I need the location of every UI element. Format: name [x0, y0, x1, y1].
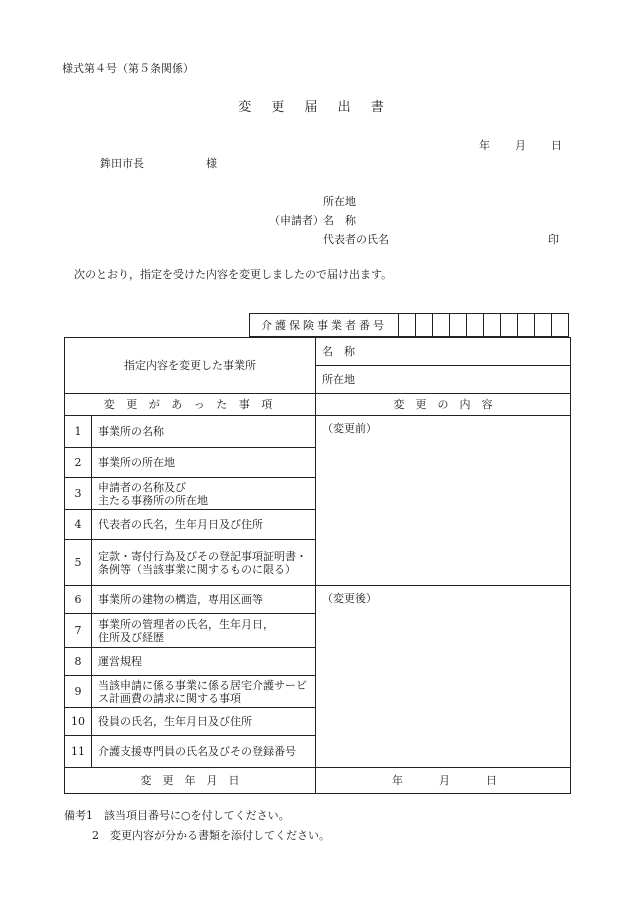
document-title: 変 更 届 出 書 [238, 100, 392, 115]
insurer-number-digit[interactable] [450, 314, 467, 336]
insurer-number-box [249, 313, 569, 337]
item-number[interactable]: 10 [65, 708, 92, 736]
before-label: （変更前） [322, 422, 377, 435]
after-label: （変更後） [322, 592, 377, 605]
item-number[interactable]: 1 [65, 416, 92, 448]
item-text: 代表者の氏名，生年月日及び住所 [92, 510, 316, 540]
content-before-field[interactable] [316, 416, 571, 586]
item-number[interactable]: 6 [65, 586, 92, 614]
item-number[interactable]: 7 [65, 614, 92, 648]
insurer-number-digit[interactable] [433, 314, 450, 336]
office-name-label: 名 称 [322, 345, 355, 358]
item-text: 当該申請に係る事業に係る居宅介護サービス計画費の請求に関する事項 [92, 676, 316, 708]
addressee-name: 鉾田市長 [100, 157, 144, 170]
insurer-number-digit[interactable] [518, 314, 535, 336]
item-number[interactable]: 4 [65, 510, 92, 540]
change-date-field[interactable] [316, 768, 571, 794]
date-month-label: 月 [515, 139, 526, 152]
item-number[interactable]: 11 [65, 736, 92, 768]
change-date-day: 日 [486, 774, 497, 787]
change-date-label: 変 更 年 月 日 [65, 768, 316, 794]
item-text: 介護支援専門員の氏名及びその登録番号 [92, 736, 316, 768]
item-number[interactable]: 9 [65, 676, 92, 708]
remark-2: 2 変更内容が分かる書類を添付してください。 [92, 829, 330, 842]
item-number[interactable]: 8 [65, 648, 92, 676]
insurer-number-digit[interactable] [501, 314, 518, 336]
item-number[interactable]: 5 [65, 540, 92, 586]
item-text: 事業所の所在地 [92, 448, 316, 478]
addressee-suffix: 様 [206, 157, 217, 170]
applicant-name-label: 名 称 [323, 214, 356, 227]
insurer-number-digit[interactable] [467, 314, 484, 336]
office-location-label: 所在地 [322, 373, 355, 386]
intro-text: 次のとおり，指定を受けた内容を変更しましたので届け出ます。 [74, 268, 393, 281]
change-date-year: 年 [392, 774, 403, 787]
insurer-number-digit[interactable] [535, 314, 552, 336]
item-text: 定款・寄付行為及びその登記事項証明書・条例等（当該事業に関するものに限る） [92, 540, 316, 586]
applicant-rep-label: 代表者の氏名 [323, 233, 389, 246]
office-location-field[interactable] [316, 366, 571, 394]
insurer-number-digit[interactable] [484, 314, 501, 336]
item-text: 運営規程 [92, 648, 316, 676]
item-text: 事業所の名称 [92, 416, 316, 448]
remark-1: 備考1 該当項目番号に○を付してください。 [64, 809, 290, 822]
change-date-month: 月 [439, 774, 450, 787]
insurer-number-digit[interactable] [416, 314, 433, 336]
remarks [64, 806, 330, 846]
insurer-number-label: 介護保険事業者番号 [250, 314, 399, 336]
insurer-number-digit[interactable] [399, 314, 416, 336]
office-label: 指定内容を変更した事業所 [65, 338, 316, 394]
change-items-table [64, 337, 571, 794]
form-number: 様式第４号（第５条関係） [62, 62, 194, 75]
seal-mark: 印 [548, 233, 559, 246]
addressee [100, 155, 217, 171]
applicant-role-label: （申請者） [269, 214, 324, 227]
item-text: 役員の氏名，生年月日及び住所 [92, 708, 316, 736]
applicant-location-label: 所在地 [323, 195, 356, 208]
date-year-label: 年 [479, 139, 490, 152]
items-header: 変 更 が あ っ た 事 項 [65, 394, 316, 416]
item-number[interactable]: 2 [65, 448, 92, 478]
office-name-field[interactable] [316, 338, 571, 366]
item-text: 申請者の名称及び 主たる事務所の所在地 [92, 478, 316, 510]
content-after-field[interactable] [316, 586, 571, 768]
item-text: 事業所の建物の構造，専用区画等 [92, 586, 316, 614]
date-day-label: 日 [551, 139, 562, 152]
content-header: 変 更 の 内 容 [316, 394, 571, 416]
item-number[interactable]: 3 [65, 478, 92, 510]
item-text: 事業所の管理者の氏名，生年月日， 住所及び経歴 [92, 614, 316, 648]
insurer-number-digit[interactable] [552, 314, 568, 336]
